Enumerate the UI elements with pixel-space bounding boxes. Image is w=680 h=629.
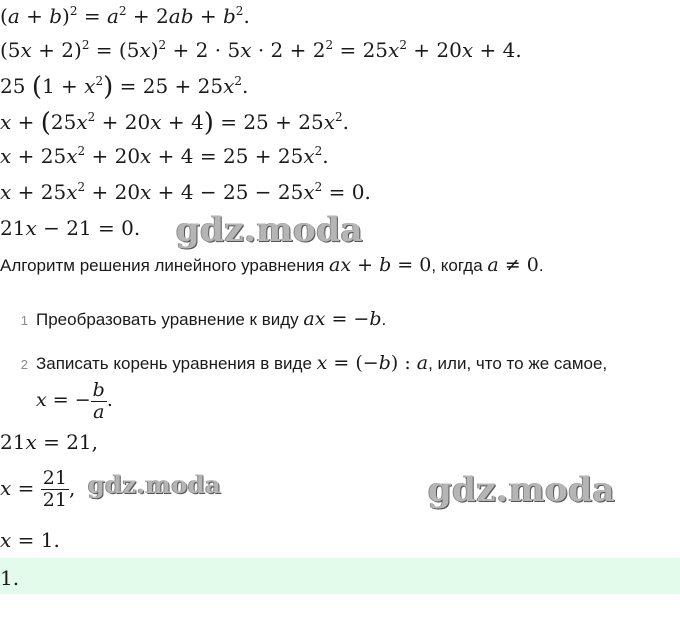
algorithm-step-2: 2 Записать корень уравнения в виде x = (−b) : a, или, что то же самое, [0,352,607,374]
list-number: 2 [20,357,28,372]
watermark-logo: gdz.moda [88,470,222,499]
fraction-b-over-a: $\frac{b}{a}$ [92,379,105,423]
watermark-logo: gdz.moda [428,470,616,510]
equation-line-1: $(a + b)^2 = a^2 + 2ab + b^2$. [0,4,250,28]
solution-line-1: 21x = 21, [0,430,99,454]
answer-value: 1. [0,566,20,590]
equation-line-7: 21x − 21 = 0. [0,216,141,240]
algorithm-intro: Алгоритм решения линейного уравнения ax + b = 0, когда a ≠ 0. [0,254,544,276]
list-number: 1 [20,313,28,328]
solution-line-2: x = $\frac{21}{21}$ , [0,467,76,511]
solution-line-3: x = 1. [0,528,60,552]
algorithm-step-2-formula: x = − $\frac{b}{a}$ . [36,379,113,423]
equation-line-5: $x + 25x^2 + 20x + 4 = 25 + 25x^2$. [0,144,329,168]
fraction-21-over-21: $\frac{21}{21}$ [42,467,67,511]
algorithm-step-1: 1 Преобразовать уравнение к виду ax = −b. [0,308,386,330]
answer-box [0,558,680,594]
equation-line-3: 25 $(1 + x^2) = 25 + 25x^2$. [0,72,249,102]
watermark-logo: gdz.moda [176,210,364,250]
equation-line-4: $x + (25x^2 + 20x + 4) = 25 + 25x^2$. [0,108,349,138]
equation-line-6: $x + 25x^2 + 20x + 4 - 25 - 25x^2 = 0$. [0,180,371,204]
equation-line-2: $(5x + 2)^2 = (5x)^2 + 2 \cdot 5x \cdot 2 + 2^2 = 25x^2 + 20x + 4$. [0,38,522,62]
